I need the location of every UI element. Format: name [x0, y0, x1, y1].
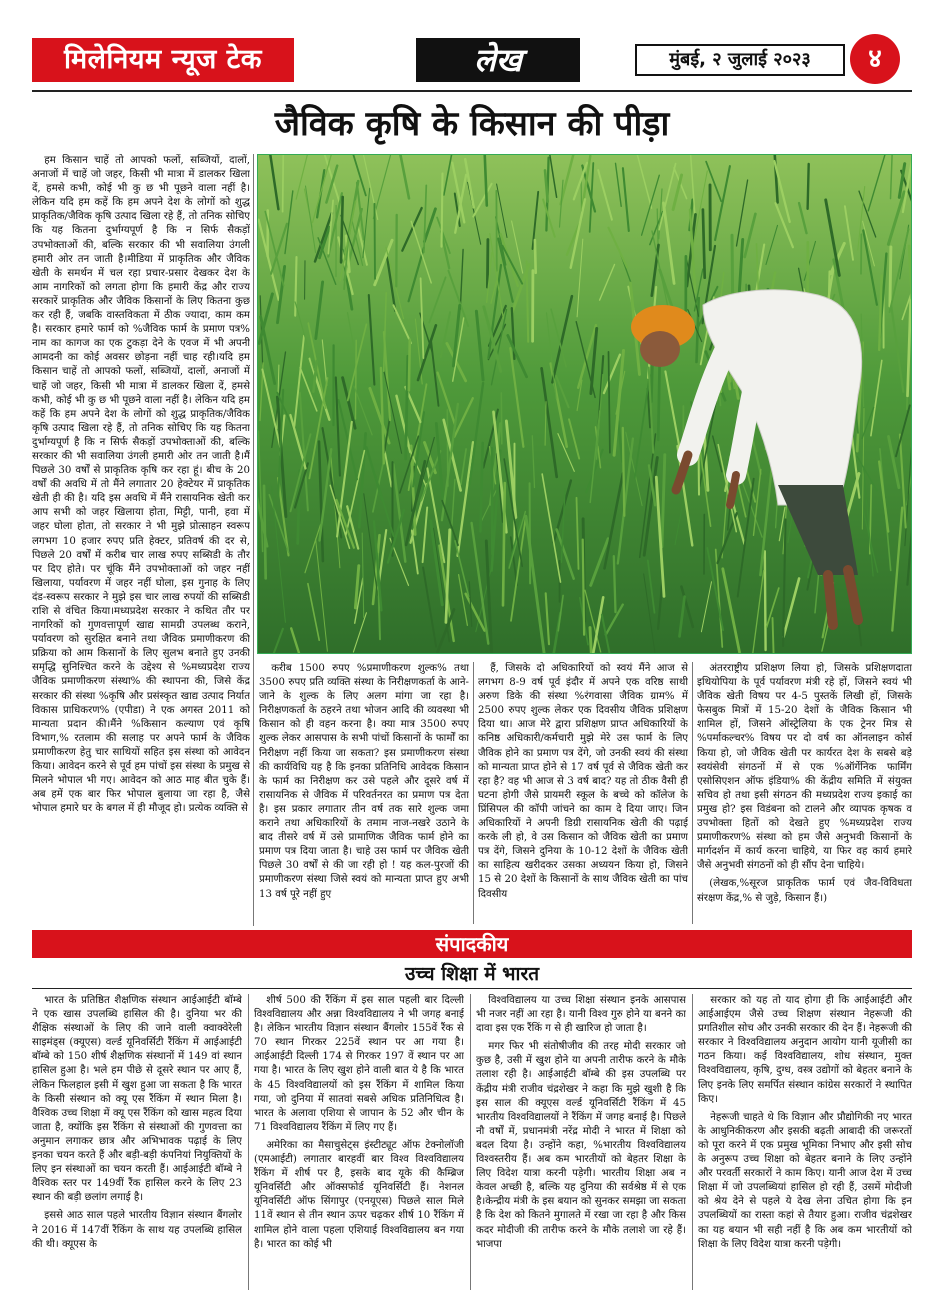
- paddy-blade: [890, 247, 891, 306]
- paddy-blade: [535, 240, 536, 273]
- paddy-blade: [283, 155, 284, 212]
- column-divider: [692, 662, 693, 924]
- article-column-4: [697, 662, 912, 924]
- article-photo-farmer-paddy: [257, 154, 912, 654]
- paddy-blade: [501, 393, 502, 444]
- paddy-blade: [442, 173, 443, 246]
- paddy-blade: [808, 164, 809, 209]
- editorial-col4-text: नेहरूजी चाहते थे कि विज्ञान और प्रौद्योगिकी नए भारत के आधुनिकीकरण और इसकी बढ़ती आबादी की जरूरतों को पूरा करने में एक प्रमुख भूमिका निभाए और इसी सोच के अनुरूप उच्च शिक्षा को बेहतर बनाने के लिए उन्होंने और परवर्ती सरकारों ने काम किए। यानी आज देश में उच्च शिक्षा में जो उपलब्धियां हासिल हो रही हैं, उसमें मोदीजी को श्रेय देने से पहले ये देख लेना उचित होगा कि इन उपलब्धियों का रास्ता कहां से तैयार हुआ। राजीव चंद्रशेखर का यह बयान भी सही नहीं है कि अब कम भारतीयों को शिक्षा के लिए विदेश यात्रा करनी पड़ेगी।: [698, 1111, 912, 1250]
- section-label: लेख: [416, 38, 580, 82]
- editorial-column-3: [476, 994, 686, 1290]
- editorial-rule: [32, 988, 912, 989]
- paddy-blade: [765, 551, 766, 650]
- editorial-col2-text: अमेरिका का मैसाचुसेट्स इंस्टीट्यूट ऑफ टेक्नोलॉजी (एमआईटी) लगातार बारहवीं बार विश्व विश्वविद्यालय रैंकिंग में शीर्ष पर है, इसके बाद यूके की कैम्ब्रिज यूनिवर्सिटी और ऑक्सफोर्ड यूनिवर्सिटी हैं। नेशनल यूनिवर्सिटी ऑफ सिंगापुर (एनयूएस) पिछले साल मिले 11वें स्थान से तीन स्थान ऊपर चढ़कर शीर्ष 10 रैंकिंग में शामिल होने वाला पहला एशियाई विश्वविद्यालय बन गया है। भारत का कोई भी: [254, 1139, 464, 1250]
- issue-date: मुंबई, २ जुलाई २०२३: [635, 44, 845, 76]
- article-col3-text: हैं, जिसके दो अधिकारियों को स्वयं मैंने आज से लगभग 8-9 वर्ष पूर्व इंदौर में अपने एक वरिष्ठ साथी अरुण डिके की संस्था %रंगवासा जैविक ग्राम% में 2500 रुपए शुल्क लेकर एक दिवसीय जैविक प्रशिक्षण दिया था। आज मेरे द्वारा प्रशिक्षण प्राप्त अधिकारियों के कनिष्ठ अधिकारी/कर्मचारी मुझे मेरे उस फार्म के लिए जैविक होने का प्रमाण पत्र देंगे, जो उनकी स्वयं की संस्था को मान्यता प्राप्त होने से 17 वर्ष पूर्व से जैविक खेती कर रहा है? वह भी आज से 3 वर्ष बाद? यह तो ठीक वैसी ही घटना होगी जैसे प्रायमरी स्कूल के बच्चे को कॉलेज के प्रिंसिपल की कॉपी जांचने का काम दे दिया जाए। जिन अधिकारियों ने अपनी डिग्री रासायनिक खेती की पढ़ाई करके ली हो, वे उस किसान को जैविक खेती का प्रमाण पत्र देंगे, जिसने दुनिया के 10-12 देशों के जैविक खेती का साहित्य खरीदकर उसका अध्ययन किया हो, जिसने 15 से 20 देशों के किसानों के साथ जैविक खेती का पांच दिवसीय: [478, 663, 688, 900]
- page-number-badge: ४: [850, 34, 900, 84]
- article-byline: (लेखक,%सूरज प्राकृतिक फार्म एवं जैव-विविधता संरक्षण केंद्र,% से जुड़े, किसान हैं।): [697, 878, 912, 904]
- editorial-col1-text: भारत के प्रतिष्ठित शैक्षणिक संस्थान आईआईटी बॉम्बे ने एक खास उपलब्धि हासिल की है। दुनिया भर की शैक्षिक संस्थाओं के लिए की जाने वाली क्वाक्वेरेली साइमंड्स (क्यूएस) वर्ल्ड यूनिवर्सिटी रैंकिंग में आईआईटी बॉम्बे को 150 शीर्ष शैक्षणिक संस्थानों में 149 वां स्थान हासिल हुआ है। भले हम पीछे से दूसरे स्थान पर आए हैं, लेकिन फिलहाल इसी में खुश हुआ जा सकता है कि भारत के किसी संस्थान को क्यू एस रैंकिंग में स्थान मिला है। वैश्विक उच्च शिक्षा में क्यू एस रैंकिंग को खास महत्व दिया जाता है, क्योंकि इस रैंकिंग से संस्थाओं की गुणवत्ता का अनुमान लगाकर छात्र और अभिभावक पढ़ाई के लिए इनका चयन करते हैं और बड़ी-बड़ी कंपनियां नियुक्तियों के लिए इन संस्थाओं का चयन करती हैं। आईआईटी बॉम्बे ने वैश्विक स्तर पर 149वीं रैंक हासिल करने के लिए 23 स्थान की बड़ी छलांग लगाई है।: [32, 995, 242, 1204]
- column-divider: [470, 994, 471, 1290]
- paddy-blade: [264, 486, 266, 578]
- editorial-col4-text: सरकार को यह तो याद होगा ही कि आईआईटी और आईआईएम जैसे उच्च शिक्षण संस्थान नेहरूजी की प्रगतिशील सोच और उनकी सरकार की देन हैं। नेहरूजी की सरकार ने विश्वविद्यालय अनुदान आयोग यानी यूजीसी का गठन किया। कई विश्वविद्यालय, शोध संस्थान, मुक्त विश्वविद्यालय, कृषि, दुग्ध, वस्त्र उद्योगों को बेहतर बनाने के लिए इनके लिए समर्पित संस्थान कांग्रेस सरकारों ने स्थापित किए।: [698, 995, 912, 1105]
- paddy-blade: [492, 448, 493, 554]
- editorial-col2-text: शीर्ष 500 की रैंकिंग में इस साल पहली बार दिल्ली विश्वविद्यालय और अन्ना विश्वविद्यालय ने भी जगह बनाई है। लेकिन भारतीय विज्ञान संस्थान बैंगलोर 155वें रैंक से 70 स्थान गिरकर 225वें स्थान पर आ गया है। आईआईटी दिल्ली 174 से गिरकर 197 वें स्थान पर आ गया है। भारत के लिए खुश होने वाली बात ये है कि भारत के 45 विश्वविद्यालयों को इस रैंकिंग में शामिल किया गया, जो दुनिया में सातवां सबसे अधिक प्रतिनिधित्व है। भारत के अलावा एशिया से जापान के 52 और चीन के 71 विश्वविद्यालय रैंकिंग में लिए गए हैं।: [254, 995, 464, 1133]
- column-divider: [692, 994, 693, 1290]
- paddy-blade: [530, 483, 531, 583]
- editorial-column-4: [698, 994, 912, 1290]
- paddy-blade: [487, 240, 488, 288]
- article-column-1: [32, 154, 250, 924]
- paddy-blade: [623, 428, 625, 516]
- paddy-blade: [583, 540, 584, 635]
- article-column-2: [259, 662, 469, 924]
- column-divider: [248, 994, 249, 1290]
- editorial-col3-text: मगर फिर भी संतोषीजीव की तरह मोदी सरकार जो कुछ है, उसी में खुश होने या अपनी तारीफ करने के मौके तलाश रही है। आईआईटी बॉम्बे की इस उपलब्धि पर केंद्रीय मंत्री राजीव चंद्रशेखर ने कहा कि मुझे खुशी है कि इस साल की क्यूएस वर्ल्ड यूनिवर्सिटी रैंकिंग में 45 भारतीय विश्वविद्यालयों ने रैंकिंग में जगह बनाई है। पिछले नौ वर्षों में, प्रधानमंत्री नरेंद्र मोदी ने भारत में शिक्षा को बदल दिया है। उन्होंने कहा, %भारतीय विश्वविद्यालय विश्वस्तरीय हैं। अब कम भारतीयों को बेहतर शिक्षा के लिए विदेश यात्रा करनी पड़ेगी। भारतीय शिक्षा अब न केवल अच्छी है, बल्कि यह दुनिया की सर्वश्रेष्ठ में से एक है।केन्द्रीय मंत्री के इस बयान को सुनकर समझा जा सकता है कि देश को कितने मुगालते में रखा जा रहा है और किस कदर मोदीजी की तारीफ करने के मौके तलाशे जा रहे हैं। भाजपा: [476, 1041, 686, 1250]
- article-headline: जैविक कृषि के किसान की पीड़ा: [274, 104, 670, 144]
- column-divider: [253, 154, 254, 926]
- editorial-column-2: [254, 994, 464, 1290]
- paddy-blade: [658, 354, 660, 440]
- paddy-blade: [703, 210, 705, 278]
- editorial-title: उच्च शिक्षा में भारत: [404, 963, 540, 985]
- column-divider: [473, 662, 474, 924]
- paddy-blade: [375, 204, 376, 279]
- paddy-blade: [773, 618, 774, 654]
- brand-logo: मिलेनियम न्यूज टेक: [32, 38, 294, 82]
- paddy-blade: [409, 340, 410, 391]
- paddy-blade: [503, 483, 505, 605]
- article-col1-text: हम किसान चाहें तो आपको फलों, सब्जियों, दालों, अनाजों में चाहें जो जहर, किसी भी मात्रा में डालकर खिला दें, हमसे कभी, कोई भी कु छ भी पूछने वाला नहीं है। लेकिन यदि हम कहें कि हम अपने देश के लोगों को शुद्ध प्राकृतिक/जैविक कृषि उत्पाद खिला रहे हैं, तो तनिक सोचिए कि यह कितना दुर्भाग्यपूर्ण है कि न सिर्फ सैकड़ों उपभोक्ताओं की, बल्कि सरकार की भी सवालिया उंगली हमारी ओर तन जाती है।मीडिया में प्राकृतिक और जैविक खेती के समर्थन में चल रहा प्रचार-प्रसार देखकर देश के आम नागरिकों को लगता होगा कि हमारी केंद्र और राज्य सरकारें प्राकृतिक और जैविक किसानों के लिए कितना कुछ कर रही हैं, जबकि वास्तविकता में ठीक ज्यादा, काम कम है। सरकार हमारे फार्म को %जैविक फार्म के प्रमाण पत्र% नाम का कागज का एक टुकड़ा देने के एवज में भी अपनी आमदनी का कोई अवसर छोड़ना नहीं चाह रही।यदि हम किसान चाहें तो आपको फलों, सब्जियों, दालों, अनाजों में चाहें जो जहर, किसी भी मात्रा में डालकर खिला दें, हमसे कभी, कोई भी कु छ भी पूछने वाला नहीं है। लेकिन यदि हम कहें कि हम अपने देश के लोगों को शुद्ध प्राकृतिक/जैविक कृषि उत्पाद खिला रहे हैं, तो तनिक सोचिए कि यह कितना दुर्भाग्यपूर्ण है कि न सिर्फ सैकड़ों उपभोक्ताओं की, बल्कि सरकार की भी सवालिया उंगली हमारी ओर तन जाती है।मैं पिछले 30 वर्षों से प्राकृतिक कृषि कर रहा हूं। बीच के 20 वर्षों की अवधि में तो मैंने लगातार 20 हेक्टेयर में प्राकृतिक खेती ही की है। यदि इस अवधि में मैंने रासायनिक खेती कर आप सभी को जहर खिलाया होता, मिट्टी, पानी, हवा में जहर घोला होता, तो सरकार ने भी मुझे प्रोत्साहन स्वरूप लगभग 10 हजार रुपए प्रति हेक्टर, प्रतिवर्ष की दर से, पिछले 20 वर्षों में करीब चार लाख रुपए सब्सिडी के तौर पर दिए होते। पर चूंकि मैंने उपभोक्ताओं को जहर नहीं खिलाया, पर्यावरण में जहर नहीं घोला, इस गुनाह के लिए दंड-स्वरूप सरकार ने मुझे इस चार लाख रुपयों की सब्सिडी राशि से वंचित किया।मध्यप्रदेश सरकार ने कथित तौर पर नागरिकों को गुणवत्तापूर्ण खाद्य सामग्री उपलब्ध कराने, पर्यावरण को सुरक्षित बनाने तथा जैविक प्रमाणीकरण की प्रक्रिया को आम किसानों के लिए सुलभ बनाते हुए उनकी समृद्धि सुनिश्चित करने के उद्देश्य से %मध्यप्रदेश राज्य जैविक प्रमाणीकरण संस्था% की स्थापना की, जिसे केंद्र सरकार की संस्था %कृषि और प्रसंस्कृत खाद्य उत्पाद निर्यात विकास प्राधिकरण% (एपीडा) ने एक अगस्त 2011 को मान्यता प्रदान की।मैंने %किसान कल्याण एवं कृषि विभाग,% रतलाम की सलाह पर अपने फार्म के जैविक प्रमाणीकरण हेतु चार साथियों सहित इस संस्था को आवेदन किया। आवेदन करने से पूर्व हम पांचों इस संस्था के प्रमुख से मिलने भोपाल भी गए। आवेदन को आठ माह बीत चुके हैं। अब हमें एक बार फिर भोपाल बुलाया जा रहा है, जैसे भोपाल हमारे घर के बगल में ही मौजूद हो। प्रत्येक व्यक्ति से: [32, 155, 250, 815]
- article-col4-text: अंतरराष्ट्रीय प्रशिक्षण लिया हो, जिसके प्रशिक्षणदाता इथियोपिया के पूर्व पर्यावरण मंत्री रहे हों, जिसने स्वयं भी जैविक खेती विषय पर 4-5 पुस्तकें लिखी हों, जिसके फेसबुक मित्रों में 15-20 देशों के जैविक किसान भी शामिल हों, जिसने ऑस्ट्रेलिया के एक ट्रेनर मित्र से %पर्माकल्चर% विषय पर दो वर्ष का ऑनलाइन कोर्स किया हो, जो जैविक खेती पर कार्यरत देश के सबसे बड़े स्वयंसेवी संगठनों में से एक %ऑर्गेनिक फार्मिंग एसोसिएशन ऑफ इंडिया% की केंद्रीय समिति में संयुक्त सचिव हो तथा इसी संगठन की मध्यप्रदेश राज्य इकाई का प्रमुख हो? इस विडंबना को टालने और व्यापक कृषक व उपभोक्ता हितों को देखते हुए %मध्यप्रदेश राज्य प्रमाणीकरण% संस्था को हम जैसे अनुभवी किसानों के मार्गदर्शन में कार्य करना चाहिये, या फिर वह कार्य हमारे जैसे अनुभवी संगठनों को ही सौंप देना चाहिये।: [697, 663, 912, 872]
- paddy-blade: [356, 340, 357, 419]
- paddy-blade: [590, 628, 592, 654]
- article-column-3: [478, 662, 688, 924]
- paddy-blade: [341, 197, 343, 263]
- masthead: [32, 34, 912, 88]
- editorial-column-1: [32, 994, 242, 1290]
- masthead-rule: [32, 90, 912, 92]
- editorial-band: संपादकीय: [32, 930, 912, 958]
- article-col2-text: करीब 1500 रुपए %प्रमाणीकरण शुल्क% तथा 3500 रुपए प्रति व्यक्ति संस्था के निरीक्षणकर्ता के आने-जाने के शुल्क के लिए अलग मांगा जा रहा है। निरीक्षणकर्ता के ठहरने तथा भोजन आदि की व्यवस्था भी किसान को ही वहन करना है। क्या मात्र 3500 रुपए शुल्क लेकर आसपास के सभी पांचों किसानों के फार्मों का निरीक्षण नहीं किया जा सकता? इस प्रमाणीकरण संस्था की कार्यविधि यह है कि इनका प्रतिनिधि आवेदक किसान के फार्म का निरीक्षण कर उसे पहले और दूसरे वर्ष में रासायनिक से जैविक में परिवर्तनरत का प्रमाण पत्र देता है। इस प्रकार लगातार तीन वर्ष तक सारे शुल्क जमा कराने तथा अधिकारियों के तमाम नाज-नखरे उठाने के बाद तीसरे वर्ष में उसे प्रामाणिक जैविक फार्म होने का प्रमाण पत्र दिया जाता है। चाहे उस फार्म पर जैविक खेती पिछले 30 वर्षों से की जा रही हो ! यह कल-पुरजों की प्रमाणीकरण संस्था जिसे स्वयं को मान्यता प्राप्त हुए अभी 13 वर्ष पूरे नहीं हुए: [259, 663, 469, 900]
- editorial-col3-text: विश्वविद्यालय या उच्च शिक्षा संस्थान इनके आसपास भी नजर नहीं आ रहा है। यानी विश्व गुरु होने या बनने का दावा इस एक रैंकिं ग से ही खारिज हो जाता है।: [476, 995, 686, 1035]
- editorial-col1-text: इससे आठ साल पहले भारतीय विज्ञान संस्थान बैंगलोर ने 2016 में 147वीं रैंकिंग के साथ यह उपलब्धि हासिल की थी। क्यूएस के: [32, 1210, 242, 1250]
